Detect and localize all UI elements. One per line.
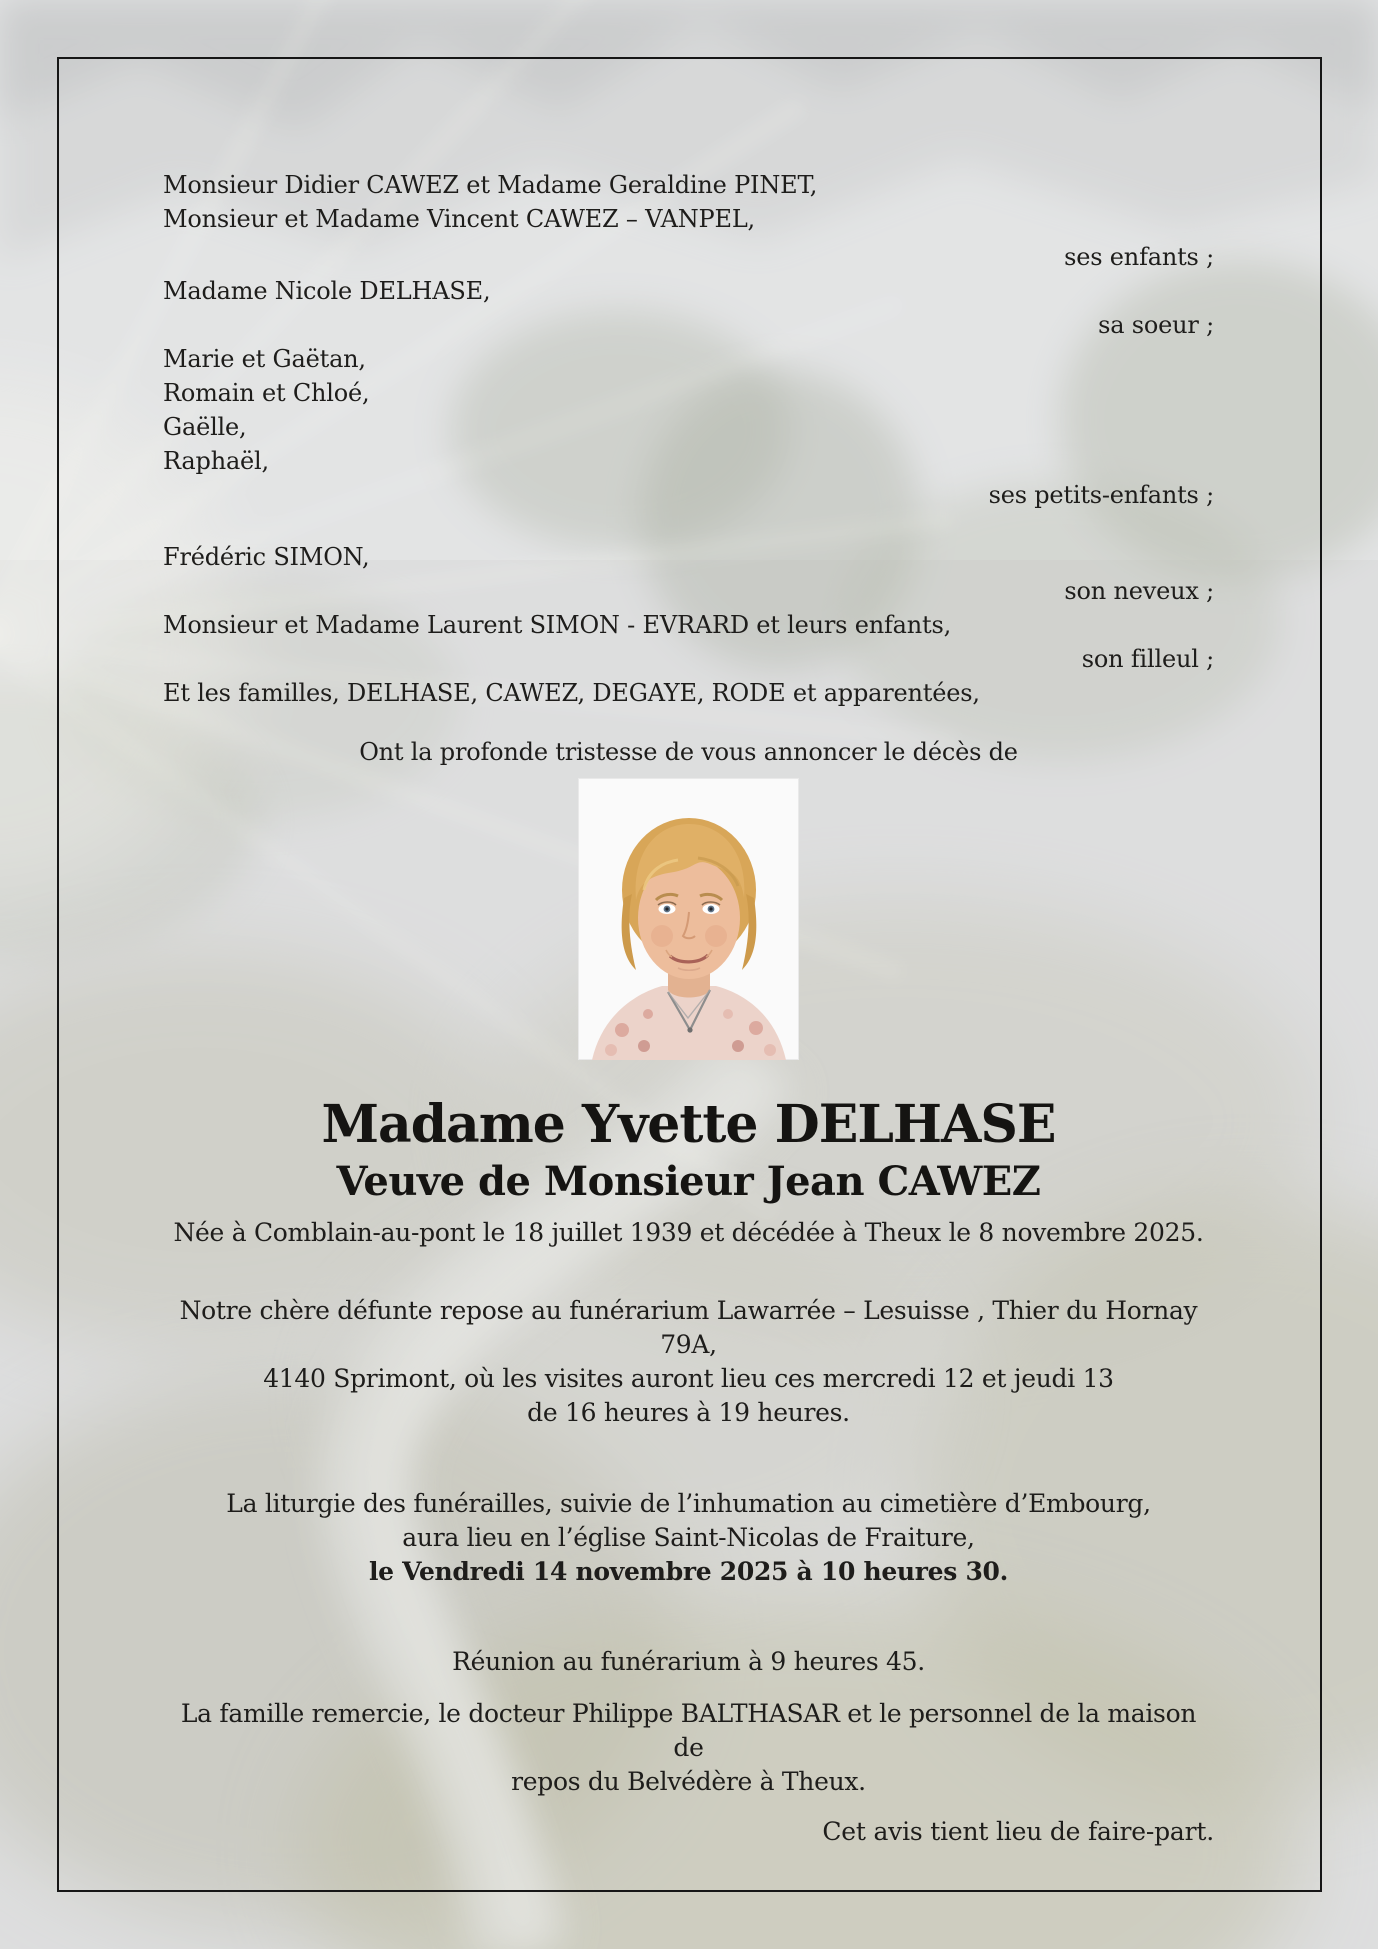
relation-label-godson: son filleul ; — [1081, 645, 1214, 673]
announcer-line: Gaëlle, — [163, 413, 247, 441]
announcer-line: Raphaël, — [163, 447, 269, 475]
announcer-line-families: Et les familles, DELHASE, CAWEZ, DEGAYE, RODE et apparentées, — [163, 679, 980, 707]
portrait-photo-image — [578, 778, 799, 1060]
deceased-portrait — [163, 778, 1214, 1060]
announcer-line: Monsieur et Madame Vincent CAWEZ – VANPEL, — [163, 205, 755, 233]
deceased-life-dates: Née à Comblain-au-pont le 18 juillet 1939 et décédée à Theux le 8 novembre 2025. — [173, 1218, 1204, 1247]
deceased-name: Madame Yvette DELHASE — [321, 1094, 1056, 1155]
announcer-line: Madame Nicole DELHASE, — [163, 277, 491, 305]
thanks-paragraph — [163, 1697, 1214, 1799]
announcer-line: Romain et Chloé, — [163, 379, 370, 407]
announcement-content — [57, 57, 1322, 1892]
repose-line: 4140 Sprimont, où les visites auront lieu ces mercredi 12 et jeudi 13 — [263, 1364, 1114, 1393]
footer-notice-line: Cet avis tient lieu de faire-part. — [822, 1817, 1214, 1846]
relation-label-children: ses enfants ; — [1064, 243, 1214, 271]
funeral-line: aura lieu en l’église Saint-Nicolas de Fraiture, — [402, 1523, 975, 1552]
funeral-paragraph — [163, 1487, 1214, 1589]
relation-label-sister: sa soeur ; — [1098, 311, 1214, 339]
funeral-date-line: le Vendredi 14 novembre 2025 à 10 heures 30. — [368, 1557, 1009, 1586]
meeting-line: Réunion au funérarium à 9 heures 45. — [452, 1647, 925, 1676]
repose-line: Notre chère défunte repose au funérarium Lawarrée – Lesuisse , Thier du Hornay 79A, — [179, 1296, 1198, 1359]
deceased-widow-of: Veuve de Monsieur Jean CAWEZ — [336, 1158, 1041, 1205]
announcer-line: Monsieur Didier CAWEZ et Madame Geraldine PINET, — [163, 171, 818, 199]
funeral-line: La liturgie des funérailles, suivie de l’inhumation au cimetière d’Embourg, — [226, 1489, 1151, 1518]
announcer-line: Marie et Gaëtan, — [163, 345, 366, 373]
announcement-line: Ont la profonde tristesse de vous annoncer le décès de — [359, 738, 1018, 766]
announcer-line: Monsieur et Madame Laurent SIMON - EVRARD et leurs enfants, — [163, 611, 952, 639]
relation-label-nephew: son neveux ; — [1064, 577, 1214, 605]
repose-paragraph — [163, 1294, 1214, 1430]
thanks-line: La famille remercie, le docteur Philippe BALTHASAR et le personnel de la maison de — [180, 1699, 1197, 1762]
thanks-line: repos du Belvédère à Theux. — [511, 1767, 866, 1796]
repose-line: de 16 heures à 19 heures. — [527, 1398, 850, 1427]
relation-label-grandchildren: ses petits-enfants ; — [988, 481, 1214, 509]
announcer-line: Frédéric SIMON, — [163, 543, 370, 571]
